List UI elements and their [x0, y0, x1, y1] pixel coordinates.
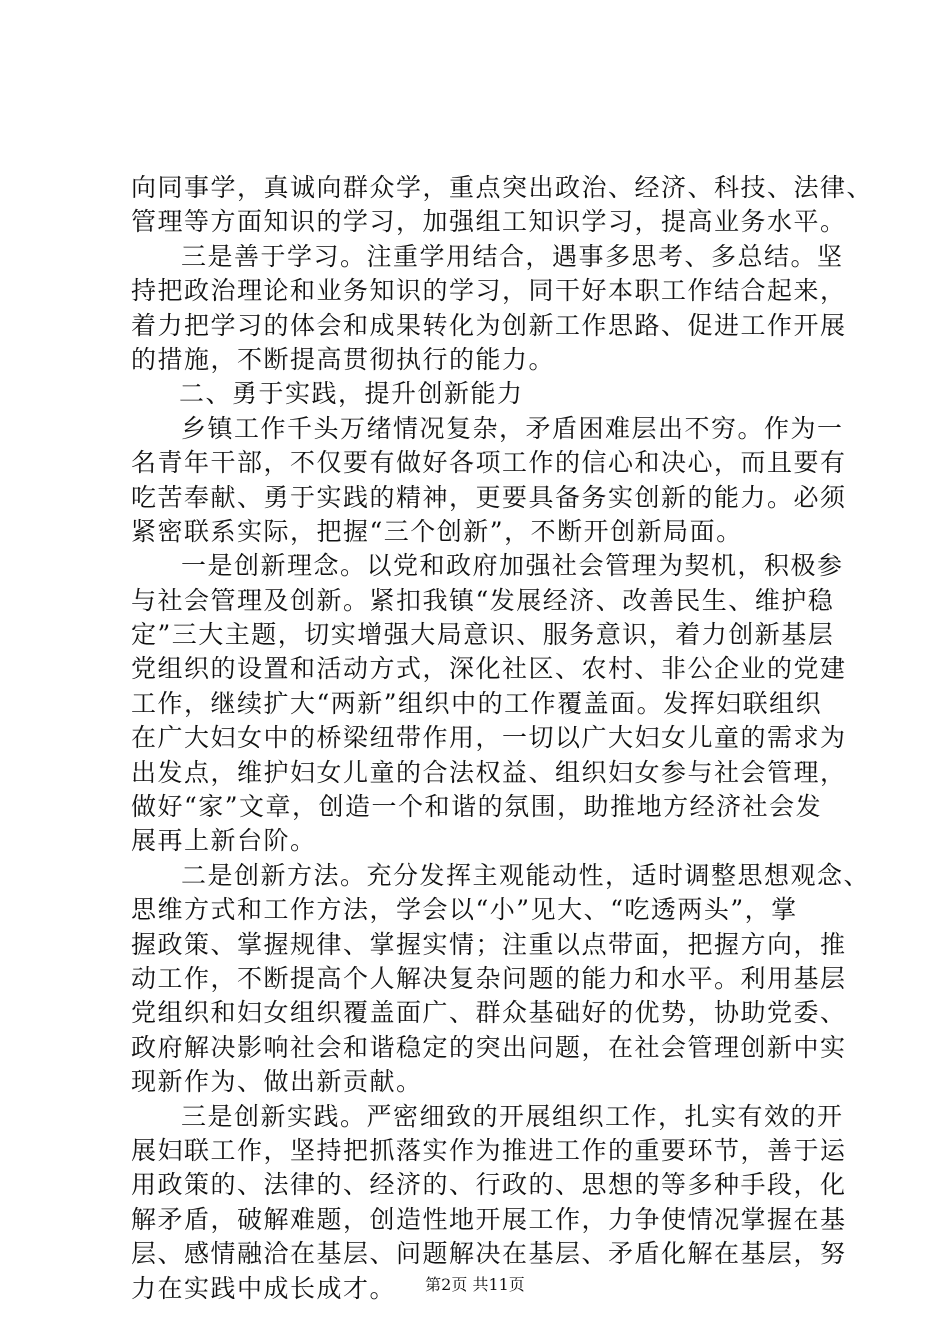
text-line: 党组织的设置和活动方式，深化社区、农村、非公企业的党建	[131, 654, 847, 684]
text-line: 工作，继续扩大“两新”组织中的工作覆盖面。发挥妇联组织	[131, 688, 823, 718]
text-line: 与社会管理及创新。紧扣我镇“发展经济、改善民生、维护稳	[131, 585, 835, 615]
text-line: 着力把学习的体会和成果转化为创新工作思路、促进工作开展	[131, 310, 847, 340]
text-line: 定”三大主题，切实增强大局意识、服务意识，着力创新基层	[131, 620, 835, 650]
text-line: 吃苦奉献、勇于实践的精神，更要具备务实创新的能力。必须	[131, 482, 847, 512]
text-line: 出发点，维护妇女儿童的合法权益、组织妇女参与社会管理，	[131, 757, 847, 787]
text-line: 三是善于学习。注重学用结合，遇事多思考、多总结。坚	[181, 241, 844, 271]
text-line: 政府解决影响社会和谐稳定的突出问题，在社会管理创新中实	[131, 1032, 847, 1062]
text-line: 动工作，不断提高个人解决复杂问题的能力和水平。利用基层	[131, 963, 847, 993]
text-line: 乡镇工作千头万绪情况复杂，矛盾困难层出不穷。作为一	[181, 413, 844, 443]
text-line: 用政策的、法律的、经济的、行政的、思想的等多种手段，化	[131, 1170, 847, 1200]
text-line: 做好“家”文章，创造一个和谐的氛围，助推地方经济社会发	[131, 792, 823, 822]
page-footer: 第2页 共11页	[425, 1275, 525, 1294]
text-line: 管理等方面知识的学习，加强组工知识学习，提高业务水平。	[131, 207, 847, 237]
text-line: 现新作为、做出新贡献。	[131, 1067, 423, 1097]
text-line: 解矛盾，破解难题，创造性地开展工作，力争使情况掌握在基	[131, 1204, 847, 1234]
text-line: 的措施，不断提高贯彻执行的能力。	[131, 344, 556, 374]
document-body	[131, 171, 874, 1306]
text-line: 名青年干部，不仅要有做好各项工作的信心和决心，而且要有	[131, 448, 847, 478]
text-line: 党组织和妇女组织覆盖面广、群众基础好的优势，协助党委、	[131, 998, 847, 1028]
text-line: 三是创新实践。严密细致的开展组织工作，扎实有效的开	[181, 1101, 844, 1131]
text-line: 握政策、掌握规律、掌握实情；注重以点带面，把握方向，推	[131, 929, 847, 959]
text-line: 二是创新方法。充分发挥主观能动性，适时调整思想观念、	[181, 860, 871, 890]
text-line: 紧密联系实际，把握“三个创新”，不断开创新局面。	[131, 516, 743, 546]
text-line: 一是创新理念。以党和政府加强社会管理为契机，积极参	[181, 551, 844, 581]
text-line: 展妇联工作，坚持把抓落实作为推进工作的重要环节，善于运	[131, 1135, 847, 1165]
text-line: 思维方式和工作方法，学会以“小”见大、“吃透两头”，掌	[131, 895, 798, 925]
text-line: 力在实践中成长成才。	[131, 1273, 397, 1303]
text-line: 在广大妇女中的桥梁纽带作用，一切以广大妇女儿童的需求为	[131, 723, 847, 753]
section-heading: 二、勇于实践，提升创新能力	[179, 379, 524, 409]
text-line: 向同事学，真诚向群众学，重点突出政治、经济、科技、法律、	[131, 173, 874, 202]
text-line: 层、感情融洽在基层、问题解决在基层、矛盾化解在基层，努	[131, 1239, 847, 1269]
text-line: 持把政治理论和业务知识的学习，同干好本职工作结合起来，	[131, 276, 847, 306]
text-line: 展再上新台阶。	[131, 826, 317, 856]
